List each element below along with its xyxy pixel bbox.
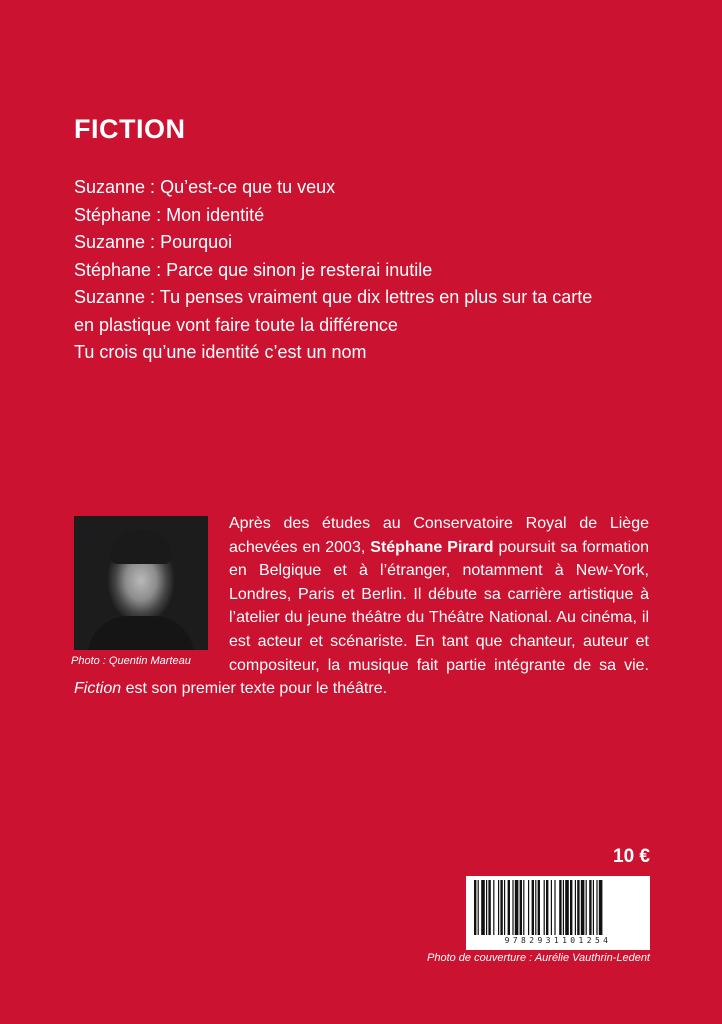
- excerpt-line: Suzanne : Qu’est-ce que tu veux: [74, 177, 336, 197]
- barcode-digits: 9782931101254: [504, 936, 612, 945]
- photo-credit: Photo : Quentin Marteau: [71, 655, 191, 667]
- barcode-bars: [474, 880, 642, 935]
- price-label: 10 €: [613, 846, 650, 867]
- excerpt-line: Suzanne : Tu penses vraiment que dix lettres en plus sur ta carte: [74, 287, 593, 307]
- bio-text: est son premier texte pour le théâtre.: [121, 680, 388, 698]
- isbn-barcode: [466, 876, 650, 950]
- excerpt-line: Stéphane : Mon identité: [74, 204, 265, 225]
- cover-photo-credit: Photo de couverture : Aurélie Vauthrin-Ledent: [427, 952, 650, 964]
- book-title-italic: Fiction: [74, 680, 122, 698]
- book-title: FICTION: [74, 114, 186, 144]
- author-name: Stéphane Pirard: [370, 538, 494, 556]
- excerpt-line: Tu crois qu’une identité c’est un nom: [74, 342, 367, 362]
- bio-text: Après des études au Conservatoire Royal de Liège achevées en 2003,: [229, 515, 649, 556]
- excerpt-line: Stéphane : Parce que sinon je resterai inutile: [74, 259, 433, 280]
- dialogue-excerpt: [74, 174, 674, 367]
- author-photo: [74, 516, 208, 650]
- bio-text: poursuit sa formation en Belgique et à l’étranger, notamment à New-York, Londres, Paris et Berlin. Il débute sa carrière artistique à l’atelier du jeune théâtre du Théâtre National. Au cinéma, il est acteur et scénariste. En tant que chanteur, auteur et compositeur, la musique fait partie intégrante de sa vie.: [229, 538, 649, 674]
- excerpt-line: en plastique vont faire toute la différence: [74, 314, 398, 335]
- excerpt-line: Suzanne : Pourquoi: [74, 232, 233, 252]
